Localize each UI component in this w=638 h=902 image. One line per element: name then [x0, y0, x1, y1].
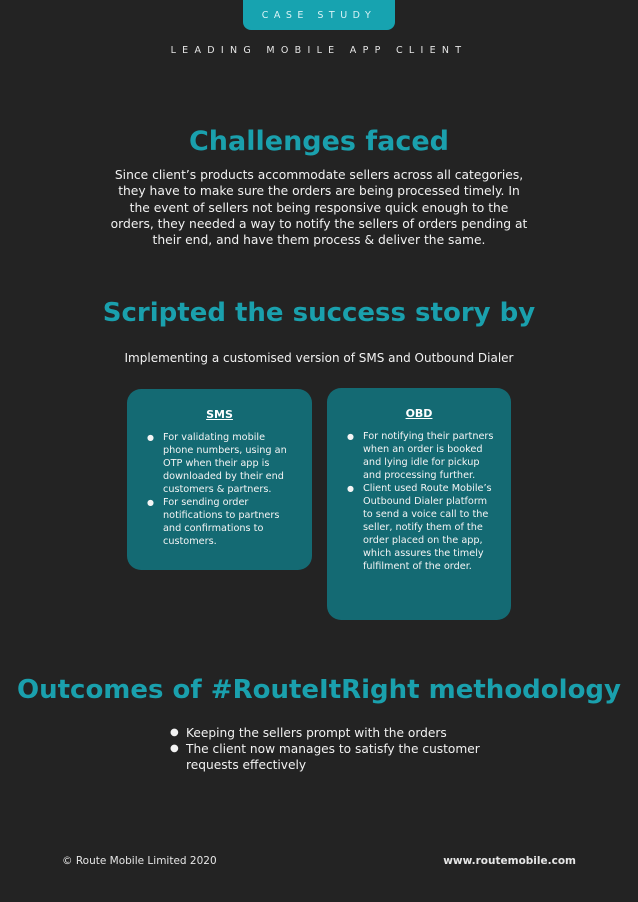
scripted-heading: Scripted the success story by	[102, 298, 536, 328]
list-item: ● For notifying their partners when an order is booked and lying idle for pickup and processing further.	[347, 430, 511, 482]
copyright-text: © Route Mobile Limited 2020	[62, 855, 217, 867]
outcomes-heading: Outcomes of #RouteItRight methodology	[16, 675, 621, 705]
sms-card-list	[127, 431, 312, 548]
list-item: ● Client used Route Mobile’s Outbound Dialer platform to send a voice call to the seller, notify them of the order placed on the app, which assures the timely fulfilment of the order.	[347, 482, 511, 573]
solution-intro: Implementing a customised version of SMS and Outbound Dialer	[124, 351, 514, 365]
client-subtitle: LEADING MOBILE APP CLIENT	[170, 45, 468, 56]
sms-card	[127, 389, 312, 570]
case-study-tag: CASE STUDY	[243, 0, 395, 30]
list-item: ● The client now manages to satisfy the customer requests effectively	[170, 741, 490, 773]
obd-card-heading: OBD	[405, 407, 433, 420]
challenges-paragraph: Since client’s products accommodate sellers across all categories, they have to make sure the orders are being processed timely. In the event of sellers not being responsive quick enough to the orders, they needed a way to notify the sellers of orders pending at their end, and have them process & deliver the same.	[110, 168, 528, 248]
outcomes-list	[170, 725, 490, 773]
list-item: ● Keeping the sellers prompt with the orders	[170, 725, 490, 741]
challenges-heading: Challenges faced	[188, 126, 450, 157]
obd-card	[327, 388, 511, 620]
list-item: ● For sending order notifications to partners and confirmations to customers.	[147, 496, 312, 548]
website-link[interactable]: www.routemobile.com	[443, 855, 576, 867]
obd-card-list	[327, 430, 511, 573]
sms-card-heading: SMS	[206, 408, 233, 421]
list-item: ● For validating mobile phone numbers, using an OTP when their app is downloaded by their end customers & partners.	[147, 431, 312, 496]
